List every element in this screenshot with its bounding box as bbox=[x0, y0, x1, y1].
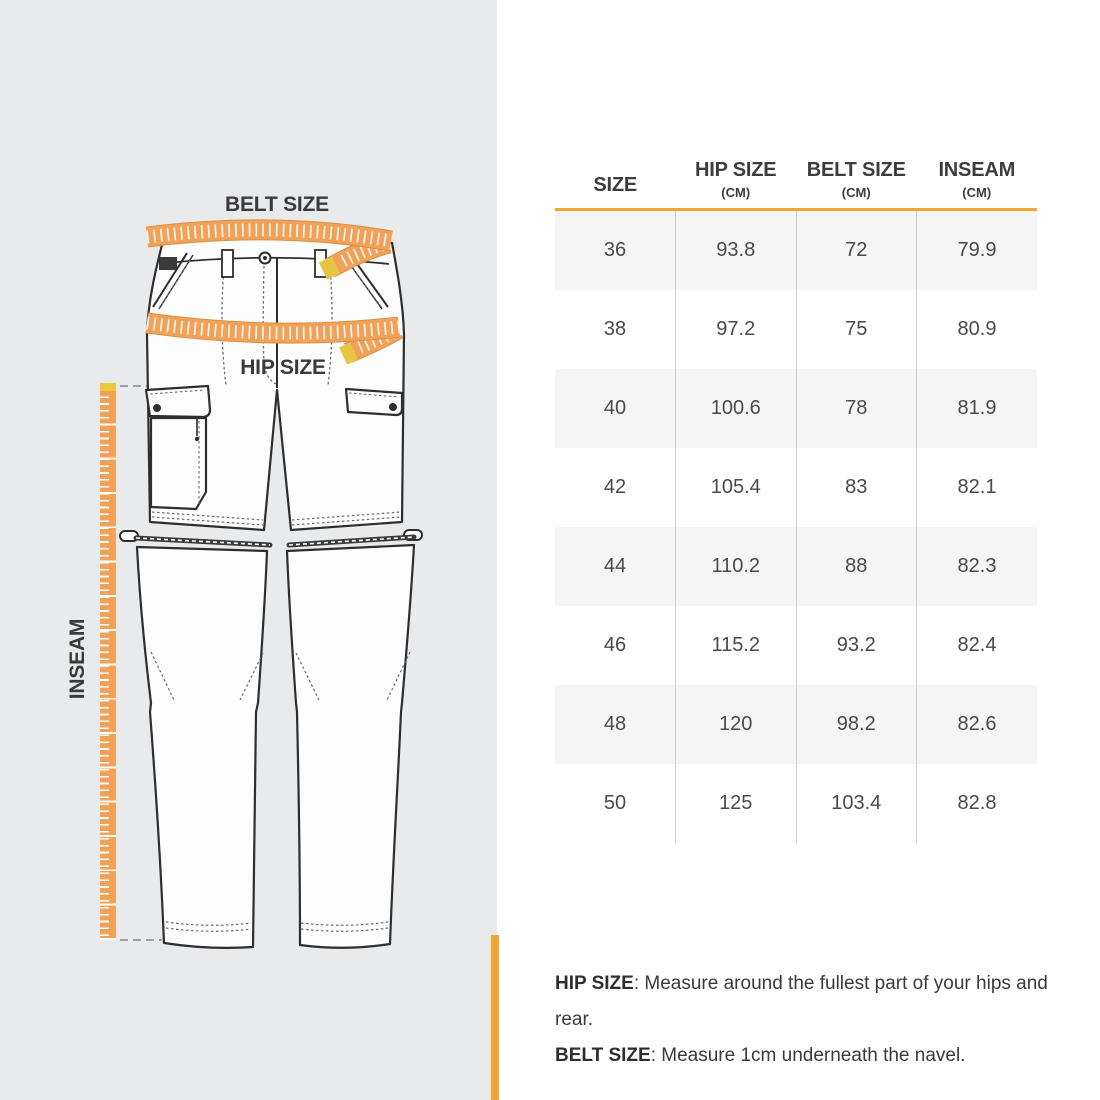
pants-lower-legs bbox=[137, 545, 414, 948]
table-row: 46 115.2 93.2 82.4 bbox=[555, 606, 1037, 685]
ruler-major-ticks bbox=[100, 391, 116, 940]
note-belt-size: BELT SIZE: Measure 1cm underneath the navel. bbox=[555, 1045, 966, 1066]
col-header-hip-size: HIP SIZE (CM) bbox=[695, 159, 777, 200]
measurement-notes bbox=[555, 966, 1075, 1074]
cargo-pocket-left bbox=[146, 386, 210, 509]
pants-line-art-icon bbox=[0, 0, 497, 1100]
cargo-pocket-right bbox=[346, 389, 402, 415]
table-row: 42 105.4 83 82.1 bbox=[555, 448, 1037, 527]
belt-size-label: BELT SIZE bbox=[225, 193, 329, 216]
col-header-inseam: INSEAM (CM) bbox=[938, 159, 1016, 200]
table-row: 50 125 103.4 82.8 bbox=[555, 764, 1037, 843]
inseam-ruler bbox=[100, 383, 116, 940]
col-header-belt-size: BELT SIZE (CM) bbox=[806, 159, 906, 200]
col-header-size: SIZE bbox=[593, 174, 638, 196]
size-table bbox=[555, 140, 1037, 843]
table-row: 48 120 98.2 82.6 bbox=[555, 685, 1037, 764]
hip-size-label: HIP SIZE bbox=[240, 356, 326, 379]
size-table-header bbox=[555, 140, 1037, 210]
table-row: 44 110.2 88 82.3 bbox=[555, 527, 1037, 606]
illustration-panel bbox=[0, 0, 497, 1100]
inseam-label: INSEAM bbox=[66, 618, 89, 700]
brand-tag bbox=[159, 257, 177, 270]
table-row: 40 100.6 78 81.9 bbox=[555, 369, 1037, 448]
table-row: 38 97.2 75 80.9 bbox=[555, 290, 1037, 369]
ruler-cap bbox=[100, 383, 116, 391]
table-row: 36 93.8 72 79.9 bbox=[555, 210, 1037, 291]
note-hip-size: HIP SIZE: Measure around the fullest part of your hips and rear. bbox=[555, 973, 1048, 1030]
zip-off-zippers bbox=[120, 530, 422, 545]
accent-bar bbox=[491, 935, 499, 1100]
